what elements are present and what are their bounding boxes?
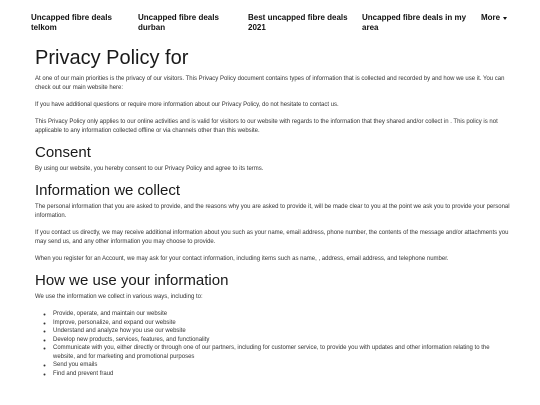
nav-link-best-2021[interactable]: Best uncapped fibre deals 2021 [248,13,348,32]
list-item: ◦ Improve, personalize, and expand our website [53,319,510,328]
list-item: ◦ Understand and analyze how you use our website [53,327,510,336]
nav-more-label: More [481,13,501,22]
consent-text: By using our website, you hereby consent to our Privacy Policy and agree to its terms. [35,166,264,172]
collect-paragraph-3: When you register for an Account, we may ask for your contact information, including items such as name, , address, email address, and telephone number. [35,256,449,262]
list-item: ◦ Find and prevent fraud [53,370,510,379]
page-title: Privacy Policy for [35,47,189,69]
intro-paragraph-2: If you have additional questions or require more information about our Privacy Policy, do not hesitate to contact us. [35,102,339,108]
intro-paragraph-3: This Privacy Policy only applies to our online activities and is valid for visitors to our website with regards to the information that they shared and/or collect in . This policy is not applicable to any information collected offline or via channels other than this website. [35,119,498,134]
nav-link-durban[interactable]: Uncapped fibre deals durban [138,13,219,32]
nav-link-my-area[interactable]: Uncapped fibre deals in my area [362,13,467,32]
use-intro: We use the information we collect in various ways, including to: [35,294,203,300]
list-item: ◦ Communicate with you, either directly or through one of our partners, including for customer service, to provide you with updates and other information relating to the website, and for marketing and promotional purposes [53,344,510,361]
caret-down-icon [503,17,507,20]
collect-heading: Information we collect [35,182,181,199]
list-item: ◦ Send you emails [53,361,510,370]
policy-content [0,47,540,378]
nav-more-dropdown[interactable] [481,13,507,23]
use-list [35,310,510,378]
consent-heading: Consent [35,144,91,161]
top-navigation [0,0,540,40]
list-item: ◦ Develop new products, services, features, and functionality [53,336,510,345]
use-heading: How we use your information [35,272,229,289]
nav-link-telkom[interactable]: Uncapped fibre deals telkom [31,13,112,32]
collect-paragraph-1: The personal information that you are asked to provide, and the reasons why you are asked to provide it, will be made clear to you at the point we ask you to provide your personal information. [35,204,510,219]
list-item: ◦ Provide, operate, and maintain our website [53,310,510,319]
collect-paragraph-2: If you contact us directly, we may receive additional information about you such as your name, email address, phone number, the contents of the message and/or attachments you may send us, and any other information you may choose to provide. [35,230,509,245]
intro-paragraph-1: At one of our main priorities is the privacy of our visitors. This Privacy Policy document contains types of information that is collected and recorded by and how we use it. You can check out our main website here: [35,76,505,91]
